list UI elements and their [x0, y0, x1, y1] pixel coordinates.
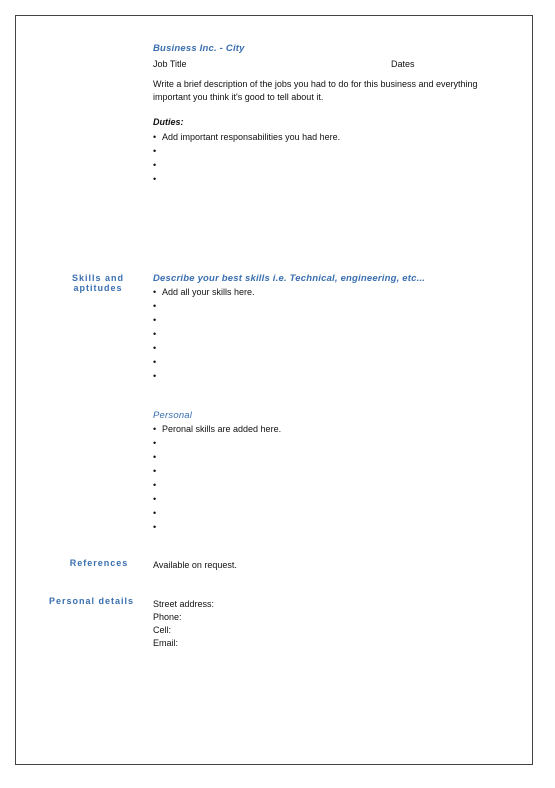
- job-title: Job Title: [153, 59, 187, 69]
- phone-label: Phone:: [153, 612, 182, 622]
- list-item: [153, 478, 281, 492]
- list-item: [153, 144, 340, 158]
- duties-label: Duties:: [153, 117, 184, 127]
- list-item: [153, 172, 340, 186]
- list-item: [153, 492, 281, 506]
- bullet: •: [153, 315, 157, 325]
- list-item: [153, 506, 281, 520]
- list-item: • Add important responsabilities you had here.: [153, 132, 341, 142]
- bullet: •: [153, 466, 157, 476]
- job-description-line-2: important you think it's good to tell about it.: [153, 92, 324, 102]
- bullet: •: [153, 494, 157, 504]
- email-label: Email:: [153, 638, 179, 648]
- bullet: •: [153, 174, 157, 184]
- personal-list: [153, 422, 281, 534]
- bullet: •: [153, 160, 157, 170]
- cell-label: Cell:: [153, 625, 172, 635]
- list-item: [153, 450, 281, 464]
- bullet: •: [153, 357, 157, 367]
- personal-details-side-label: Personal details: [48, 596, 134, 606]
- list-item: [153, 464, 281, 478]
- duties-list: [153, 130, 340, 186]
- bullet: •: [153, 301, 157, 311]
- list-item: [153, 520, 281, 534]
- list-item: • Add all your skills here.: [153, 287, 255, 297]
- job-dates: Dates: [391, 59, 415, 69]
- street-address-label: Street address:: [153, 599, 215, 609]
- resume-page: [15, 15, 533, 765]
- bullet: •: [153, 371, 157, 381]
- list-item: [153, 313, 255, 327]
- list-item: [153, 327, 255, 341]
- list-item: [153, 299, 255, 313]
- bullet: •: [153, 329, 157, 339]
- bullet: •: [153, 146, 157, 156]
- bullet: •: [153, 452, 157, 462]
- job-description: [153, 78, 508, 104]
- job-description-line-1: Write a brief description of the jobs you had to do for this business and everything: [153, 79, 478, 89]
- bullet: •: [153, 438, 157, 448]
- bullet: •: [153, 424, 157, 434]
- bullet: •: [153, 508, 157, 518]
- skills-side-label: Skills and aptitudes: [71, 273, 125, 293]
- list-item: [153, 355, 255, 369]
- personal-heading: Personal: [153, 410, 193, 421]
- references-text: Available on request.: [153, 560, 237, 570]
- company-heading: Business Inc. - City: [153, 43, 245, 54]
- list-item: [153, 369, 255, 383]
- bullet: •: [153, 132, 157, 142]
- list-item: [153, 341, 255, 355]
- list-item: [153, 436, 281, 450]
- references-side-label: References: [69, 558, 129, 568]
- skills-list: [153, 285, 255, 383]
- list-item: [153, 158, 340, 172]
- bullet: •: [153, 522, 157, 532]
- skills-heading: Describe your best skills i.e. Technical, engineering, etc...: [153, 273, 426, 284]
- personal-details-block: [153, 598, 214, 650]
- bullet: •: [153, 343, 157, 353]
- bullet: •: [153, 287, 157, 297]
- bullet: •: [153, 480, 157, 490]
- list-item: • Peronal skills are added here.: [153, 424, 282, 434]
